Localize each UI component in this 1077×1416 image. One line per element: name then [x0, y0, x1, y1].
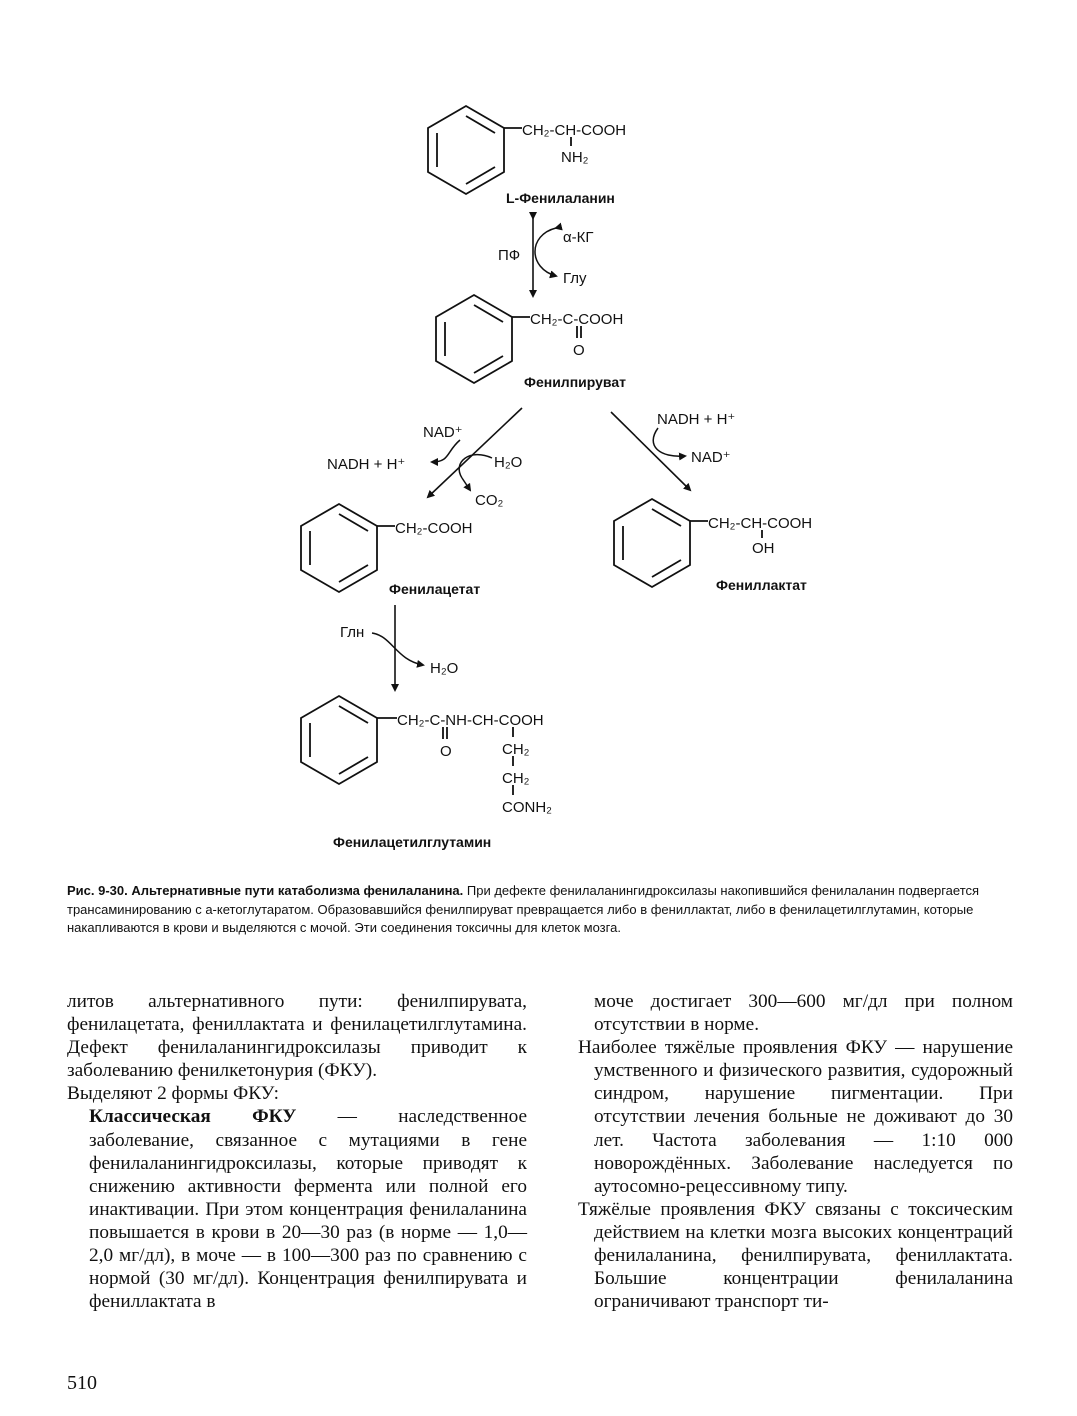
product-glu: Глу — [563, 270, 587, 287]
phenylacetylglutamine-name: Фенилацетилглутамин — [333, 834, 492, 850]
phenylpyruvate-name: Фенилпируват — [524, 374, 626, 390]
phenylalanine-amino-group: NH₂ — [561, 149, 589, 166]
left-paragraph-1: литов альтернативного пути: фенилпирувата, фенилацетата, фениллактата и фенилацетилглутамина. Дефект фенилаланингидроксилазы приводит к заболеванию фенилкетонурия (ФКУ). — [67, 991, 527, 1082]
right-nad: NAD⁺ — [691, 449, 731, 466]
nadh-to-nad-arrow — [653, 428, 685, 456]
phenylacetylglutamine-ch2-b: CH₂ — [502, 770, 530, 787]
left-water: H₂O — [494, 454, 523, 471]
phenylpyruvate-sidechain: CH₂-C-COOH — [530, 311, 624, 328]
figure-caption-title: Рис. 9-30. Альтернативные пути катаболизма фенилаланина. — [67, 883, 464, 898]
right-paragraph-1: моче достигает 300—600 мг/дл при полном отсутствии в норме. — [594, 991, 1013, 1036]
h2o-co2-curve — [459, 455, 492, 478]
enzyme-label-pf: ПФ — [498, 247, 521, 264]
phenyllactate-sidechain: CH₂-CH-COOH — [708, 515, 813, 532]
phenyllactate-hydroxyl: OH — [752, 540, 775, 557]
cosubstrate-akg: α-КГ — [563, 229, 594, 246]
figure-caption-body: При дефекте фенилаланингидроксилазы накопившийся фенилаланин подвергается трансаминированию с а-кетоглутаратом. Образовавшийся фенилпируват превращается либо в фениллактат, либо в фенилацетилглутамин, которые накапливаются в крови и выделяются с мочой. Эти соединения токсичны для клеток мозга. — [67, 883, 980, 935]
phenylacetylglutamine-amide: CONH₂ — [502, 799, 552, 816]
phenylacetylglutamine-carbonyl-oxygen: O — [440, 743, 452, 760]
phenylalanine-name: L-Фенилаланин — [506, 190, 615, 206]
left-co2: CO₂ — [475, 492, 504, 509]
phenyllactate-name: Фениллактат — [716, 577, 807, 593]
phenyllactate-ring — [614, 499, 762, 587]
left-paragraph-classic-pku — [67, 1105, 527, 1313]
figure-caption — [67, 882, 1017, 938]
phenylacetate-sidechain: CH₂-COOH — [395, 520, 473, 537]
phenylacetylglutamine-ch2-a: CH₂ — [502, 741, 530, 758]
right-text-column — [578, 990, 1013, 1313]
classic-pku-term: Классическая ФКУ — [89, 1106, 297, 1128]
phenylalanine-sidechain: CH₂-CH-COOH — [522, 122, 627, 139]
classic-pku-body: — наследственное заболевание, связанное с мутациями в гене фенилаланингидроксилазы, которые приводят к снижению активности фермента или полной его инактивации. При этом концентрация фенилаланина повышается в крови в 20—30 раз (в норме — 1,0—2,0 мг/дл), в моче — в 100—300 раз по сравнению с нормой (30 мг/дл). Концентрация фенилпирувата и фениллактата в — [89, 1106, 527, 1313]
left-nad: NAD⁺ — [423, 424, 463, 441]
left-nadh: NADH + H⁺ — [327, 456, 406, 473]
oxidative-decarboxylation-arrow — [428, 408, 522, 497]
phenylpyruvate-ring — [436, 295, 581, 383]
left-paragraph-2: Выделяют 2 формы ФКУ: — [67, 1083, 279, 1105]
phenylacetate-name: Фенилацетат — [389, 581, 481, 597]
cosubstrate-gln: Глн — [340, 624, 365, 641]
cofactor-curve-arrow — [535, 228, 556, 276]
phenylacetate-ring — [301, 504, 395, 592]
phenylpyruvate-keto-oxygen: O — [573, 342, 585, 359]
nad-to-nadh-arrow — [432, 440, 460, 462]
left-text-column — [67, 990, 527, 1313]
right-paragraph-3: Тяжёлые проявления ФКУ связаны с токсическим действием на клетки мозга высоких концентраций фенилаланина, фенилпирувата, фениллактата. Большие концентрации фенилаланина ограничивают транспорт ти- — [578, 1198, 1013, 1313]
phenylacetylglutamine-ring — [301, 696, 513, 795]
gln-h2o-curve-arrow — [372, 633, 423, 665]
phenylalanine-ring — [428, 106, 571, 194]
released-water: H₂O — [430, 660, 459, 677]
right-nadh: NADH + H⁺ — [657, 411, 736, 428]
right-paragraph-2: Наиболее тяжёлые проявления ФКУ — нарушение умственного и физического развития, судорожный синдром, нарушение пигментации. При отсутствии лечения больные не доживают до 30 лет. Частота заболевания — 1:10 000 новорождённых. Заболевание наследуется по аутосомно-рецессивному типу. — [578, 1037, 1013, 1197]
page-number: 510 — [67, 1372, 97, 1394]
phenylacetylglutamine-chain: CH₂-C-NH-CH-COOH — [397, 712, 544, 729]
co2-release-arrow — [462, 478, 470, 490]
